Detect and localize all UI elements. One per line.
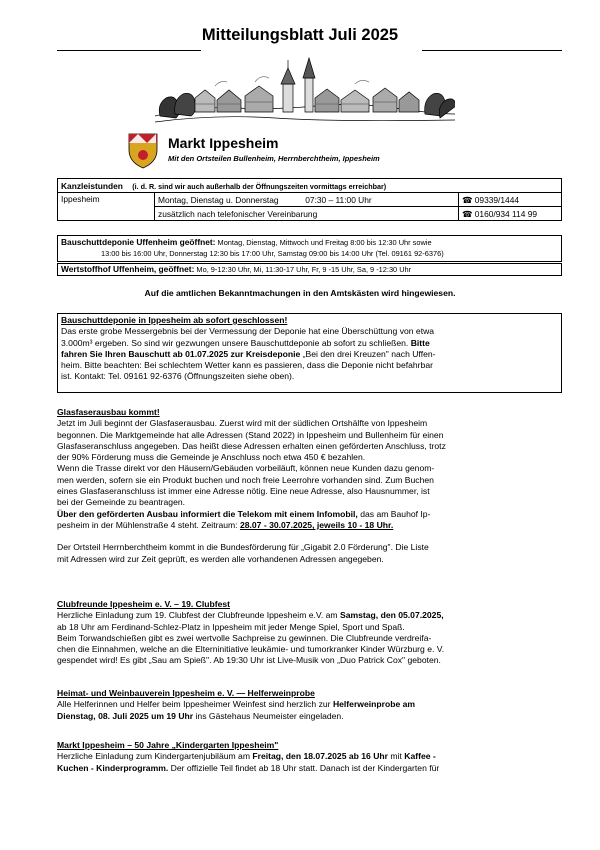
fiber-line: Wenn die Trasse direkt vor den Häusern/Gebäuden vorbeiläuft, können neue Kunden dazu genom- bbox=[57, 463, 435, 474]
office-hours-days: Montag, Dienstag u. Donnerstag bbox=[158, 194, 279, 205]
club-line-1 bbox=[57, 610, 557, 621]
club-line-1-text: Herzliche Einladung zum 19. Clubfest der Clubfreunde Ippesheim e.V. am bbox=[57, 610, 340, 621]
spacer bbox=[57, 531, 557, 542]
kindergarten-section bbox=[57, 740, 557, 774]
closure-line-3-bold: fahren Sie Ihren Bauschutt ab 01.07.2025 zur Kreisdeponie bbox=[61, 348, 301, 359]
closure-line-1: Das erste grobe Messergebnis bei der Vermessung der Deponie hat eine Überschüttung von etwa bbox=[61, 326, 435, 337]
wine-line-1-bold: Helferweinprobe am bbox=[332, 699, 416, 710]
fiber-line: begonnen. Die Marktgemeinde hat alle Adressen (Stand 2022) in Ippesheim und Bullenheim für einen bbox=[57, 429, 444, 440]
kindergarten-heading: Markt Ippesheim – 50 Jahre „Kindergarten Ippesheim" bbox=[57, 740, 279, 750]
fiber-gigabit-line-1: Der Ortsteil Herrnberchtheim kommt in die Bundesförderung für „Gigabit 2.0 Förderung". Die Liste bbox=[57, 542, 429, 553]
fiber-section bbox=[57, 407, 557, 565]
office-place: Ippesheim bbox=[58, 193, 155, 221]
closure-line-4: heim. Bitte beachten: Bei schlechtem Wetter kann es passieren, dass die Deponie nicht befahrbar bbox=[61, 360, 433, 371]
club-line-1-bold: Samstag, den 05.07.2025, bbox=[339, 610, 444, 621]
fiber-infomobil-text: das am Bauhof Ip- bbox=[357, 508, 431, 519]
wertstoffhof-hours-box bbox=[57, 263, 562, 276]
club-line-4: chen die Einnahmen, welche an die Elterninitiative leukämie- und tumorkranker Kinder Würzburg e. V. bbox=[57, 644, 445, 655]
office-hours-header-row bbox=[58, 179, 562, 193]
wertstoffhof-text: Mo, 9-12:30 Uhr, Mi, 11:30-17 Uhr, Fr, 9 -15 Uhr, Sa, 9 -12:30 Uhr bbox=[194, 265, 412, 274]
office-mobile: ☎ 0160/934 114 99 bbox=[459, 207, 562, 221]
office-hours-heading: Kanzleistunden bbox=[61, 180, 123, 191]
office-hours-time: 07:30 – 11:00 Uhr bbox=[305, 194, 372, 205]
kindergarten-line-1 bbox=[57, 751, 557, 762]
fiber-line: eines Glasfaseranschluss ist immer eine Adresse nötig. Eine neue Adresse, also Hausnummer, ist bbox=[57, 486, 430, 497]
wine-line-2 bbox=[57, 711, 557, 722]
closure-box bbox=[57, 313, 562, 393]
village-illustration bbox=[155, 56, 455, 128]
coat-of-arms-icon bbox=[128, 133, 158, 169]
club-section bbox=[57, 599, 557, 667]
kindergarten-line-1-bold-2: Kaffee - bbox=[404, 751, 436, 762]
fiber-infomobil-line-1 bbox=[57, 509, 557, 520]
fiber-heading: Glasfaserausbau kommt! bbox=[57, 407, 160, 417]
kindergarten-line-2-text: Der offizielle Teil findet ab 18 Uhr statt. Danach ist der Kindergarten für bbox=[168, 762, 440, 773]
fiber-gigabit-line-2: mit Adressen wird zur Zeit geprüft, es werden alle vorhandenen Adressen angegeben. bbox=[57, 553, 384, 564]
wine-heading: Heimat- und Weinbauverein Ippesheim e. V. — Helferweinprobe bbox=[57, 688, 315, 698]
wine-line-1 bbox=[57, 699, 557, 710]
office-hours-cell bbox=[155, 193, 459, 207]
header-rule-right bbox=[422, 50, 562, 51]
fiber-infomobil-bold: Über den geförderten Ausbau informiert die Telekom mit einem Infomobil, bbox=[57, 508, 358, 519]
closure-line-5: ist. Kontakt: Tel. 09161 92-6376 (Öffnungszeiten siehe oben). bbox=[61, 371, 295, 382]
kindergarten-line-1-text: Herzliche Einladung zum Kindergartenjubiläum am bbox=[57, 751, 253, 762]
office-hours-header-cell bbox=[58, 179, 562, 193]
closure-line-3 bbox=[61, 349, 558, 360]
office-hours-table bbox=[57, 178, 562, 221]
wine-line-2-text: ins Gästehaus Neumeister eingeladen. bbox=[193, 710, 344, 721]
page-title: Mitteilungsblatt Juli 2025 bbox=[201, 26, 399, 44]
closure-line-2-bold: Bitte bbox=[408, 337, 430, 348]
deponie-label: Bauschuttdeponie Uffenheim geöffnet: bbox=[61, 237, 216, 247]
club-line-5: gespendet wird! Es gibt „Sau am Spieß". Ab 19:30 Uhr ist Live-Musik von „Duo Patrick Cox" geboten. bbox=[57, 655, 441, 666]
office-phone: ☎ 09339/1444 bbox=[459, 193, 562, 207]
office-hours-row-1 bbox=[58, 193, 562, 207]
deponie-text-2: 13:00 bis 16:00 Uhr, Donnerstag 12:30 bis 17:00 Uhr, Samstag 09:00 bis 14:00 Uhr (Tel. 09161 92-6376) bbox=[101, 248, 444, 258]
club-line-3: Beim Torwandschießen gibt es zwei wertvolle Sachpreise zu gewinnen. Die Clubfreunde verdreifa- bbox=[57, 632, 432, 643]
fiber-line: bei der Gemeinde zu beantragen. bbox=[57, 497, 186, 508]
fiber-line: men werden, sofern sie ein Produkt buchen und noch freie Leerrohre vorhanden sind. Zum Buchen bbox=[57, 474, 434, 485]
municipality-subtitle: Mit den Ortsteilen Bullenheim, Herrnberchtheim, Ippesheim bbox=[168, 154, 380, 163]
fiber-infomobil-date: 28.07 - 30.07.2025, jeweils 10 - 18 Uhr. bbox=[239, 519, 394, 530]
closure-line-2-text: 3.000m³ ergeben. So sind wir gezwungen unsere Bauschuttdeponie ab sofort zu schließen. bbox=[61, 337, 409, 348]
fiber-infomobil-text-2: pesheim in der Mühlenstraße 4 steht. Zeitraum: bbox=[57, 519, 240, 530]
wertstoffhof-label: Wertstoffhof Uffenheim, geöffnet: bbox=[61, 264, 195, 274]
kindergarten-line-2-bold: Kuchen - Kinderprogramm. bbox=[57, 762, 169, 773]
deponie-text-1: Montag, Dienstag, Mittwoch und Freitag 8:00 bis 12:30 Uhr sowie bbox=[215, 238, 432, 247]
municipality-name: Markt Ippesheim bbox=[168, 135, 279, 151]
club-heading: Clubfreunde Ippesheim e. V. – 19. Clubfest bbox=[57, 599, 231, 609]
closure-line-2 bbox=[61, 338, 558, 349]
closure-heading: Bauschuttdeponie in Ippesheim ab sofort geschlossen! bbox=[61, 315, 288, 325]
notice-text: Auf die amtlichen Bekanntmachungen in den Amtskästen wird hingewiesen. bbox=[144, 288, 456, 298]
kindergarten-line-2 bbox=[57, 763, 557, 774]
wine-line-1-text: Alle Helferinnen und Helfer beim Ippesheimer Weinfest sind herzlich zur bbox=[57, 699, 333, 710]
wine-line-2-bold: Dienstag, 08. Juli 2025 um 19 Uhr bbox=[57, 710, 194, 721]
kindergarten-line-1-bold: Freitag, den 18.07.2025 ab 16 Uhr bbox=[252, 751, 389, 762]
header-rule-left bbox=[57, 50, 201, 51]
wine-section bbox=[57, 688, 557, 722]
fiber-infomobil-line-2 bbox=[57, 520, 557, 531]
fiber-line: Glasfaseranschluss angegeben. Das heißt diese Adressen erhalten einen geförderten Anschluss, trotz bbox=[57, 440, 446, 451]
deponie-hours-box bbox=[57, 235, 562, 262]
fiber-line: der 90% Förderung muss die Gemeinde je Anschluss noch etwa 450 € bezahlen. bbox=[57, 452, 366, 463]
office-hours-extra: zusätzlich nach telefonischer Vereinbarung bbox=[155, 207, 459, 221]
office-hours-note: (i. d. R. sind wir auch außerhalb der Öffnungszeiten vormittags erreichbar) bbox=[132, 181, 387, 191]
deponie-line-1 bbox=[61, 237, 558, 249]
fiber-line: Jetzt im Juli beginnt der Glasfaserausbau. Zuerst wird mit der südlichen Ortshälfte von Ippesheim bbox=[57, 418, 428, 429]
kindergarten-line-1-mid: mit bbox=[388, 751, 405, 762]
closure-line-3-text: „Bei den drei Kreuzen" nach Uffen- bbox=[300, 348, 436, 359]
club-line-2: ab 18 Uhr am Ferdinand-Schlez-Platz in Ippesheim mit jeder Menge Spiel, Sport und Spaß. bbox=[57, 621, 405, 632]
